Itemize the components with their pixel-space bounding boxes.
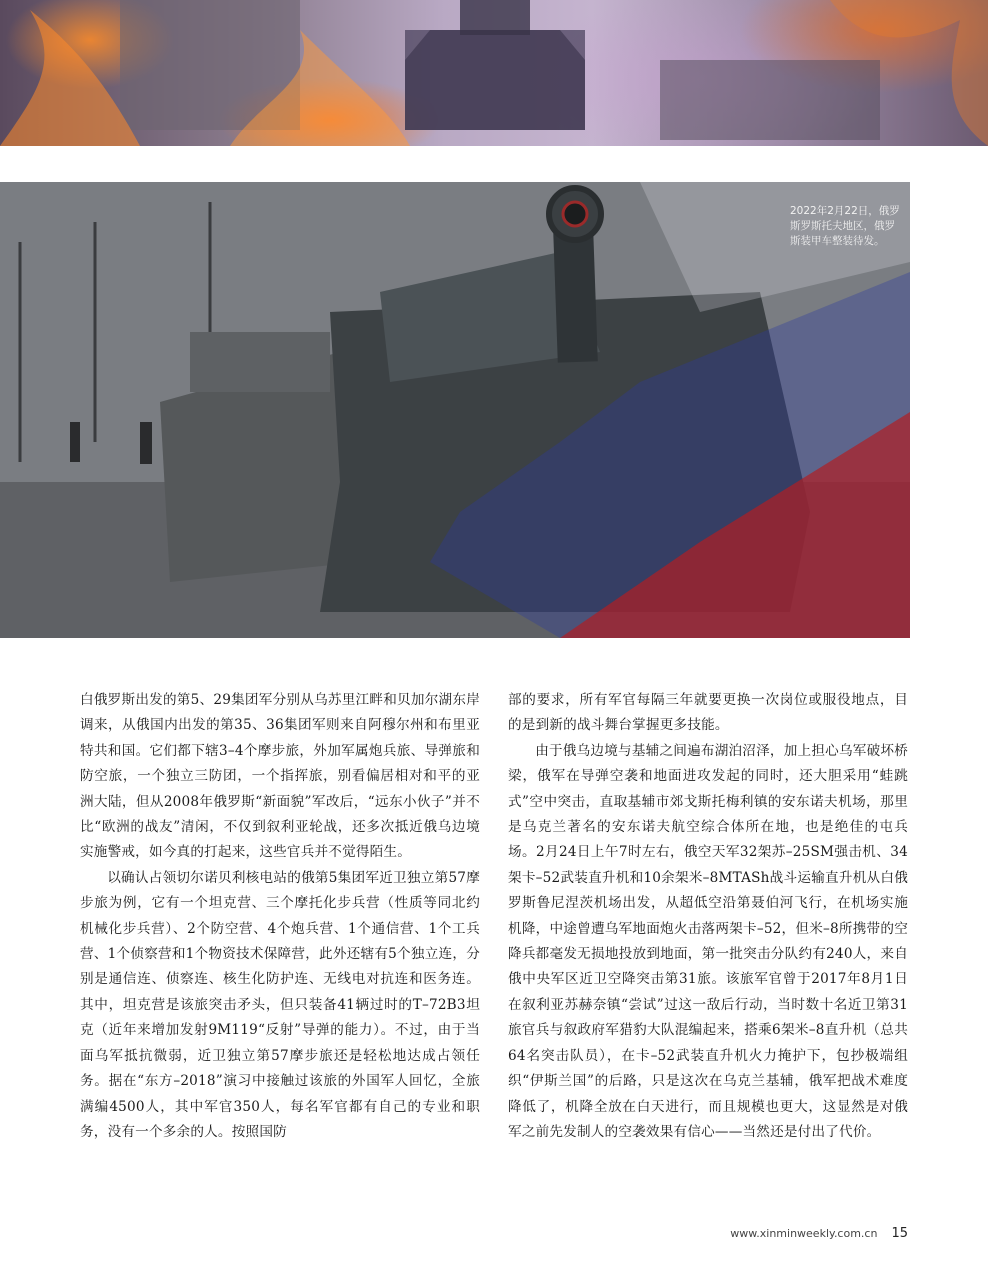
tank-photo [0,182,910,638]
page-footer [730,1226,908,1241]
self-propelled-howitzer-illustration [0,182,910,638]
article-paragraph: 白俄罗斯出发的第5、29集团军分别从乌苏里江畔和贝加尔湖东岸调来，从俄国内出发的第35、36集团军则来自阿穆尔州和布里亚特共和国。它们都下辖3–4个摩步旅，外加军属炮兵旅、导弹旅和防空旅，一个独立三防团，一个指挥旅，别看偏居相对和平的亚洲大陆，但从2008年俄罗斯“新面貌”军改后，“远东小伙子”并不比“欧洲的战友”清闲，不仅到叙利亚轮战，还多次抵近俄乌边境实施警戒，如今真的打起来，这些官兵并不觉得陌生。 [80,692,480,861]
page-number: 15 [891,1226,908,1241]
article-paragraph: 以确认占领切尔诺贝利核电站的俄第5集团军近卫独立第57摩步旅为例，它有一个坦克营、三个摩托化步兵营（性质等同北约机械化步兵营）、2个防空营、4个炮兵营、1个通信营、1个工兵营、1个侦察营和1个物资技术保障营，此外还辖有5个独立连，分别是通信连、侦察连、核生化防护连、无线电对抗连和医务连。其中，坦克营是该旅突击矛头，但只装备41辆过时的T–72B3坦克（近年来增加发射9M119“反射”导弹的能力）。不过，由于当面乌军抵抗微弱，近卫独立第57摩步旅还是轻松地达成占领任务。据在“东方–2018”演习中接触过该旅的外国军人回忆，全旅满编4500人，其中军官350人，每名军官都有自己的专业和职务，没有一个多余的人。按照国防 [80,869,480,1140]
photo-caption: 2022年2月22日，俄罗斯罗斯托夫地区，俄罗斯装甲车整装待发。 [790,205,900,247]
article-column-left [80,688,480,1145]
website-link[interactable]: www.xinminweekly.com.cn [730,1227,878,1240]
article-column-right [508,688,908,1145]
article-paragraph: 由于俄乌边境与基辅之间遍布湖泊沼泽，加上担心乌军破坏桥梁，俄军在导弹空袭和地面进攻发起的同时，还大胆采用“蛙跳式”空中突击，直取基辅市郊戈斯托梅利镇的安东诺夫机场，那里是乌克兰著名的安东诺夫航空综合体所在地，也是绝佳的屯兵场。2月24日上午7时左右，俄空天军32架苏–25SM强击机、34架卡–52武装直升机和10余架米–8MTASh战斗运输直升机从白俄罗斯鲁尼涅茨机场出发，从超低空沿第聂伯河飞行，在机场实施机降，中途曾遭乌军地面炮火击落两架卡–52，但米–8所携带的空降兵都毫发无损地投放到地面，第一批突击分队约有240人，来自俄中央军区近卫空降突击第31旅。该旅军官曾于2017年8月1日在叙利亚苏赫奈镇“尝试”过这一敌后行动，当时数十名近卫第31旅官兵与叙政府军猎豹大队混编起来，搭乘6架米–8直升机（总共64名突击队员），在卡–52武装直升机火力掩护下，包抄极端组织“伊斯兰国”的后路，只是这次在乌克兰基辅，俄军把战术难度降低了，机降全放在白天进行，而且规模也更大，这显然是对俄军之前先发制人的空袭效果有信心——当然还是付出了代价。 [508,742,908,1140]
article-paragraph: 部的要求，所有军官每隔三年就要更换一次岗位或服役地点，目的是到新的战斗舞台掌握更多技能。 [508,692,908,734]
top-banner-image [0,0,988,146]
armored-vehicles-illustration [0,0,988,146]
